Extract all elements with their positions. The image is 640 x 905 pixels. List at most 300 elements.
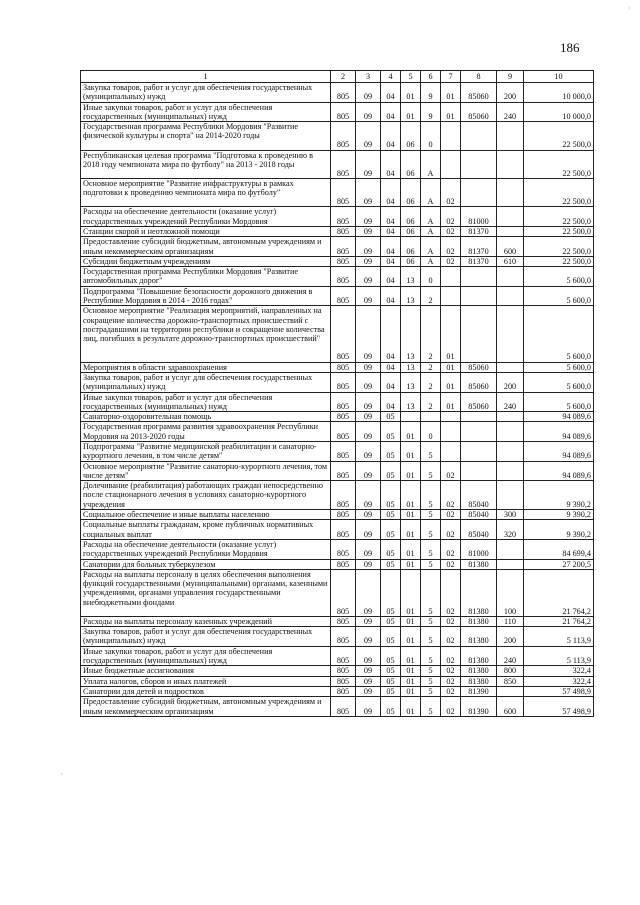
row-name: Иные закупки товаров, работ и услуг для обеспечения государственных (муниципальных) нужд xyxy=(81,102,331,122)
amount-cell: 5 600,0 xyxy=(524,362,594,372)
amount-cell: 322,4 xyxy=(524,666,594,676)
table-row xyxy=(81,569,594,616)
code-cell: 09 xyxy=(356,226,381,236)
code-cell: 805 xyxy=(331,392,356,412)
code-cell: 09 xyxy=(356,207,381,227)
code-cell: 01 xyxy=(401,102,421,122)
table-row xyxy=(81,392,594,412)
column-header: 9 xyxy=(497,71,524,83)
table-row xyxy=(81,226,594,236)
code-cell: 5 xyxy=(421,676,441,686)
code-cell: 06 xyxy=(401,150,421,178)
code-cell xyxy=(441,442,461,462)
code-cell: 01 xyxy=(401,510,421,520)
row-name: Уплата налогов, сборов и иных платежей xyxy=(81,676,331,686)
code-cell: 09 xyxy=(356,510,381,520)
code-cell: 02 xyxy=(441,178,461,206)
code-cell: 0 xyxy=(421,122,441,150)
table-row xyxy=(81,676,594,686)
code-cell xyxy=(497,150,524,178)
table-row xyxy=(81,362,594,372)
code-cell: 01 xyxy=(441,372,461,392)
code-cell: 805 xyxy=(331,676,356,686)
code-cell: 01 xyxy=(401,676,421,686)
code-cell: 110 xyxy=(497,616,524,626)
code-cell: 04 xyxy=(381,362,401,372)
code-cell: 06 xyxy=(401,122,421,150)
code-cell: 01 xyxy=(401,461,421,481)
code-cell: 09 xyxy=(356,422,381,442)
table-row xyxy=(81,102,594,122)
column-header: 3 xyxy=(356,71,381,83)
code-cell: 09 xyxy=(356,267,381,287)
code-cell: 81000 xyxy=(461,539,497,559)
code-cell: 805 xyxy=(331,150,356,178)
table-row xyxy=(81,256,594,266)
code-cell: 9 xyxy=(421,83,441,103)
code-cell: 06 xyxy=(401,207,421,227)
code-cell: 805 xyxy=(331,362,356,372)
code-cell: 9 xyxy=(421,102,441,122)
code-cell: 04 xyxy=(381,178,401,206)
code-cell: 02 xyxy=(441,676,461,686)
code-cell: 04 xyxy=(381,102,401,122)
code-cell: 81390 xyxy=(461,686,497,696)
code-cell: 81380 xyxy=(461,627,497,647)
code-cell: 805 xyxy=(331,207,356,227)
code-cell: 5 xyxy=(421,697,441,717)
amount-cell: 84 699,4 xyxy=(524,539,594,559)
row-name: Республиканская целевая программа "Подготовка к проведению в 2018 году чемпионата мира по футболу" на 2013 - 2018 годы xyxy=(81,150,331,178)
code-cell: 2 xyxy=(421,372,441,392)
amount-cell: 22 500,0 xyxy=(524,237,594,257)
table-row xyxy=(81,559,594,569)
code-cell: 09 xyxy=(356,412,381,422)
code-cell xyxy=(441,267,461,287)
code-cell: 09 xyxy=(356,646,381,666)
code-cell xyxy=(461,422,497,442)
code-cell: 805 xyxy=(331,616,356,626)
code-cell: 02 xyxy=(441,510,461,520)
code-cell: 02 xyxy=(441,481,461,510)
code-cell xyxy=(461,442,497,462)
row-name: Субсидии бюджетным учреждениям xyxy=(81,256,331,266)
code-cell: 02 xyxy=(441,461,461,481)
table-row xyxy=(81,646,594,666)
code-cell: 5 xyxy=(421,539,441,559)
code-cell: 81380 xyxy=(461,616,497,626)
column-header: 6 xyxy=(421,71,441,83)
code-cell: 09 xyxy=(356,362,381,372)
code-cell: 805 xyxy=(331,286,356,306)
code-cell: 09 xyxy=(356,686,381,696)
code-cell: 05 xyxy=(381,422,401,442)
table-row xyxy=(81,83,594,103)
row-name: Расходы на выплаты персоналу в целях обеспечения выполнения функций государственными (муниципальными) органами, казенными учреждениями, органами управления государственными внебюджетными фондами xyxy=(81,569,331,616)
code-cell: 09 xyxy=(356,481,381,510)
row-name: Долечивание (реабилитация) работающих граждан непосредственно после стационарного лечения в условиях санаторно-курортного учреждения xyxy=(81,481,331,510)
code-cell: 2 xyxy=(421,392,441,412)
code-cell xyxy=(497,559,524,569)
code-cell: 02 xyxy=(441,520,461,540)
code-cell xyxy=(441,122,461,150)
code-cell: 320 xyxy=(497,520,524,540)
code-cell: 01 xyxy=(441,392,461,412)
code-cell: 04 xyxy=(381,83,401,103)
amount-cell: 10 000,0 xyxy=(524,83,594,103)
amount-cell: 57 498,9 xyxy=(524,697,594,717)
code-cell xyxy=(461,267,497,287)
code-cell xyxy=(401,412,421,422)
code-cell: 805 xyxy=(331,520,356,540)
code-cell xyxy=(497,461,524,481)
code-cell: 200 xyxy=(497,372,524,392)
code-cell: 5 xyxy=(421,627,441,647)
code-cell: 805 xyxy=(331,569,356,616)
code-cell: 13 xyxy=(401,362,421,372)
code-cell: 01 xyxy=(441,362,461,372)
amount-cell: 22 500,0 xyxy=(524,122,594,150)
code-cell: 805 xyxy=(331,178,356,206)
code-cell: 81370 xyxy=(461,256,497,266)
code-cell: 04 xyxy=(381,372,401,392)
code-cell: 5 xyxy=(421,616,441,626)
code-cell: 85060 xyxy=(461,392,497,412)
amount-cell: 22 500,0 xyxy=(524,226,594,236)
code-cell: 805 xyxy=(331,122,356,150)
code-cell: 240 xyxy=(497,646,524,666)
amount-cell: 21 764,2 xyxy=(524,569,594,616)
code-cell xyxy=(497,207,524,227)
amount-cell: 57 498,9 xyxy=(524,686,594,696)
row-name: Государственная программа Республики Мордовия "Развитие физической культуры и спорта" на 2014-2020 годы xyxy=(81,122,331,150)
code-cell: 09 xyxy=(356,237,381,257)
row-name: Государственная программа Республики Мордовия "Развитие автомобильных дорог" xyxy=(81,267,331,287)
code-cell: 5 xyxy=(421,666,441,676)
code-cell: 13 xyxy=(401,286,421,306)
code-cell: 300 xyxy=(497,510,524,520)
table-row xyxy=(81,461,594,481)
table-row xyxy=(81,286,594,306)
amount-cell: 27 200,5 xyxy=(524,559,594,569)
code-cell: 05 xyxy=(381,481,401,510)
code-cell xyxy=(497,412,524,422)
table-row xyxy=(81,422,594,442)
code-cell: 81370 xyxy=(461,237,497,257)
code-cell: 01 xyxy=(401,697,421,717)
code-cell: 0 xyxy=(421,422,441,442)
amount-cell: 5 600,0 xyxy=(524,372,594,392)
code-cell: 200 xyxy=(497,627,524,647)
table-row xyxy=(81,207,594,227)
code-cell: 09 xyxy=(356,83,381,103)
code-cell: 01 xyxy=(441,306,461,362)
code-cell: 13 xyxy=(401,267,421,287)
code-cell: 02 xyxy=(441,646,461,666)
amount-cell: 5 113,9 xyxy=(524,646,594,666)
table-row xyxy=(81,510,594,520)
row-name: Предоставление субсидий бюджетным, автономным учреждениям и иным некоммерческим организациям xyxy=(81,697,331,717)
code-cell: 85040 xyxy=(461,510,497,520)
code-cell: 02 xyxy=(441,627,461,647)
code-cell: 805 xyxy=(331,442,356,462)
code-cell: 01 xyxy=(401,422,421,442)
code-cell: 09 xyxy=(356,306,381,362)
code-cell: 5 xyxy=(421,686,441,696)
code-cell: 05 xyxy=(381,559,401,569)
code-cell: А xyxy=(421,207,441,227)
table-row xyxy=(81,122,594,150)
code-cell xyxy=(497,422,524,442)
column-header: 4 xyxy=(381,71,401,83)
row-name: Санатории для детей и подростков xyxy=(81,686,331,696)
code-cell: 01 xyxy=(401,539,421,559)
code-cell xyxy=(461,461,497,481)
row-name: Социальные выплаты гражданам, кроме публичных нормативных социальных выплат xyxy=(81,520,331,540)
code-cell: 02 xyxy=(441,237,461,257)
table-row xyxy=(81,150,594,178)
code-cell xyxy=(461,306,497,362)
code-cell xyxy=(441,412,461,422)
row-name: Социальное обеспечение и иные выплаты населению xyxy=(81,510,331,520)
code-cell: 805 xyxy=(331,461,356,481)
row-name: Иные закупки товаров, работ и услуг для обеспечения государственных (муниципальных) нужд xyxy=(81,646,331,666)
row-name: Основное мероприятие "Развитие санаторно-курортного лечения, том числе детям" xyxy=(81,461,331,481)
code-cell: 805 xyxy=(331,481,356,510)
code-cell: 09 xyxy=(356,616,381,626)
code-cell: 04 xyxy=(381,267,401,287)
code-cell: 01 xyxy=(401,627,421,647)
code-cell: 06 xyxy=(401,237,421,257)
row-name: Мероприятия в области здравоохранения xyxy=(81,362,331,372)
row-name: Государственная программа развития здравоохранения Республики Мордовия на 2013-2020 годы xyxy=(81,422,331,442)
code-cell: 805 xyxy=(331,627,356,647)
row-name: Закупка товаров, работ и услуг для обеспечения государственных (муниципальных) нужд xyxy=(81,627,331,647)
code-cell xyxy=(441,422,461,442)
code-cell xyxy=(461,150,497,178)
code-cell: 09 xyxy=(356,150,381,178)
code-cell: 01 xyxy=(401,481,421,510)
code-cell: 04 xyxy=(381,306,401,362)
code-cell: 05 xyxy=(381,510,401,520)
table-row xyxy=(81,520,594,540)
code-cell: 01 xyxy=(401,83,421,103)
code-cell: 01 xyxy=(401,559,421,569)
code-cell: 85060 xyxy=(461,372,497,392)
table-row xyxy=(81,616,594,626)
table-row xyxy=(81,539,594,559)
code-cell: А xyxy=(421,178,441,206)
code-cell xyxy=(497,267,524,287)
amount-cell: 22 500,0 xyxy=(524,256,594,266)
code-cell xyxy=(497,122,524,150)
column-header: 10 xyxy=(524,71,594,83)
table-row xyxy=(81,442,594,462)
code-cell: 81380 xyxy=(461,646,497,666)
amount-cell: 5 600,0 xyxy=(524,286,594,306)
code-cell: 02 xyxy=(441,226,461,236)
code-cell: 81380 xyxy=(461,559,497,569)
amount-cell: 5 600,0 xyxy=(524,392,594,412)
code-cell: 05 xyxy=(381,412,401,422)
code-cell: 13 xyxy=(401,392,421,412)
amount-cell: 5 600,0 xyxy=(524,306,594,362)
code-cell: 05 xyxy=(381,646,401,666)
code-cell: 805 xyxy=(331,306,356,362)
code-cell: 5 xyxy=(421,569,441,616)
table-row xyxy=(81,412,594,422)
code-cell: 81390 xyxy=(461,697,497,717)
scan-speck: · xyxy=(60,770,63,779)
code-cell: 09 xyxy=(356,520,381,540)
code-cell: 85060 xyxy=(461,83,497,103)
code-cell: А xyxy=(421,150,441,178)
code-cell: 805 xyxy=(331,697,356,717)
code-cell: 850 xyxy=(497,676,524,686)
table-row xyxy=(81,372,594,392)
code-cell: 2 xyxy=(421,286,441,306)
code-cell: 05 xyxy=(381,627,401,647)
code-cell: 85060 xyxy=(461,362,497,372)
code-cell: 09 xyxy=(356,569,381,616)
code-cell: 805 xyxy=(331,267,356,287)
code-cell xyxy=(497,226,524,236)
code-cell: 13 xyxy=(401,306,421,362)
code-cell: 09 xyxy=(356,559,381,569)
amount-cell: 9 390,2 xyxy=(524,520,594,540)
code-cell: 09 xyxy=(356,697,381,717)
code-cell: А xyxy=(421,256,441,266)
code-cell xyxy=(497,286,524,306)
code-cell: 5 xyxy=(421,510,441,520)
code-cell: 02 xyxy=(441,697,461,717)
code-cell: А xyxy=(421,237,441,257)
code-cell: 09 xyxy=(356,676,381,686)
code-cell: 01 xyxy=(401,616,421,626)
code-cell: 01 xyxy=(401,666,421,676)
row-name: Расходы на обеспечение деятельности (оказание услуг) государственных учреждений Республики Мордовия xyxy=(81,207,331,227)
code-cell: 81380 xyxy=(461,676,497,686)
code-cell: 04 xyxy=(381,256,401,266)
code-cell: 02 xyxy=(441,207,461,227)
code-cell: 05 xyxy=(381,461,401,481)
code-cell: 05 xyxy=(381,676,401,686)
code-cell: 09 xyxy=(356,122,381,150)
amount-cell: 22 500,0 xyxy=(524,178,594,206)
code-cell xyxy=(461,286,497,306)
code-cell: 805 xyxy=(331,83,356,103)
code-cell: 01 xyxy=(441,83,461,103)
code-cell: 805 xyxy=(331,226,356,236)
code-cell: 04 xyxy=(381,207,401,227)
code-cell: 05 xyxy=(381,520,401,540)
table-row xyxy=(81,267,594,287)
code-cell: 5 xyxy=(421,461,441,481)
column-header: 7 xyxy=(441,71,461,83)
code-cell xyxy=(497,686,524,696)
amount-cell: 21 764,2 xyxy=(524,616,594,626)
code-cell: 09 xyxy=(356,442,381,462)
code-cell: 05 xyxy=(381,442,401,462)
code-cell: 05 xyxy=(381,686,401,696)
row-name: Закупка товаров, работ и услуг для обеспечения государственных (муниципальных) нужд xyxy=(81,83,331,103)
code-cell: 805 xyxy=(331,372,356,392)
code-cell: 0 xyxy=(421,267,441,287)
code-cell: 01 xyxy=(441,102,461,122)
code-cell: 5 xyxy=(421,442,441,462)
amount-cell: 9 390,2 xyxy=(524,481,594,510)
code-cell: 04 xyxy=(381,226,401,236)
code-cell: 04 xyxy=(381,237,401,257)
amount-cell: 22 500,0 xyxy=(524,150,594,178)
amount-cell: 5 113,9 xyxy=(524,627,594,647)
code-cell: 5 xyxy=(421,559,441,569)
code-cell: 05 xyxy=(381,697,401,717)
code-cell xyxy=(497,178,524,206)
table-row xyxy=(81,686,594,696)
page-number: 186 xyxy=(560,40,580,55)
code-cell: 09 xyxy=(356,666,381,676)
table-row xyxy=(81,178,594,206)
table-header-row xyxy=(81,71,594,83)
amount-cell: 94 089,6 xyxy=(524,412,594,422)
code-cell: 09 xyxy=(356,256,381,266)
code-cell: 805 xyxy=(331,666,356,676)
row-name: Основное мероприятие "Реализация мероприятий, направленных на сокращение количества дорожно-транспортных происшествий с пострадавшими на территории республики и сокращение количества лиц, погибших в результате дорожно-транспортных происшествий" xyxy=(81,306,331,362)
table-row xyxy=(81,666,594,676)
code-cell: 01 xyxy=(401,646,421,666)
code-cell: 09 xyxy=(356,392,381,412)
row-name: Санаторно-оздоровительная помощь xyxy=(81,412,331,422)
amount-cell: 9 390,2 xyxy=(524,510,594,520)
amount-cell: 94 089,6 xyxy=(524,442,594,462)
code-cell: 805 xyxy=(331,237,356,257)
code-cell xyxy=(497,306,524,362)
code-cell: 100 xyxy=(497,569,524,616)
code-cell: 04 xyxy=(381,122,401,150)
scan-speck: · xyxy=(628,4,631,13)
budget-table xyxy=(80,70,594,717)
code-cell: 805 xyxy=(331,539,356,559)
row-name: Иные бюджетные ассигнования xyxy=(81,666,331,676)
code-cell: 200 xyxy=(497,83,524,103)
code-cell: 2 xyxy=(421,306,441,362)
row-name: Подпрограмма "Повышение безопасности дорожного движения в Республике Мордовия в 2014 - 2016 годах" xyxy=(81,286,331,306)
row-name: Основное мероприятие "Развитие инфраструктуры в рамках подготовки к проведению чемпионата мира по футболу" xyxy=(81,178,331,206)
code-cell: 09 xyxy=(356,539,381,559)
code-cell: 2 xyxy=(421,362,441,372)
code-cell: 01 xyxy=(401,686,421,696)
code-cell: 05 xyxy=(381,616,401,626)
code-cell: 01 xyxy=(401,569,421,616)
code-cell xyxy=(441,286,461,306)
row-name: Закупка товаров, работ и услуг для обеспечения государственных (муниципальных) нужд xyxy=(81,372,331,392)
code-cell: 09 xyxy=(356,461,381,481)
row-name: Иные закупки товаров, работ и услуг для обеспечения государственных (муниципальных) нужд xyxy=(81,392,331,412)
code-cell xyxy=(497,539,524,559)
amount-cell: 94 089,6 xyxy=(524,461,594,481)
code-cell: 805 xyxy=(331,646,356,666)
code-cell: 01 xyxy=(401,442,421,462)
code-cell: 240 xyxy=(497,392,524,412)
code-cell: 805 xyxy=(331,510,356,520)
code-cell: 800 xyxy=(497,666,524,676)
amount-cell: 322,4 xyxy=(524,676,594,686)
table-row xyxy=(81,697,594,717)
table-row xyxy=(81,627,594,647)
code-cell: 02 xyxy=(441,559,461,569)
column-header: 2 xyxy=(331,71,356,83)
